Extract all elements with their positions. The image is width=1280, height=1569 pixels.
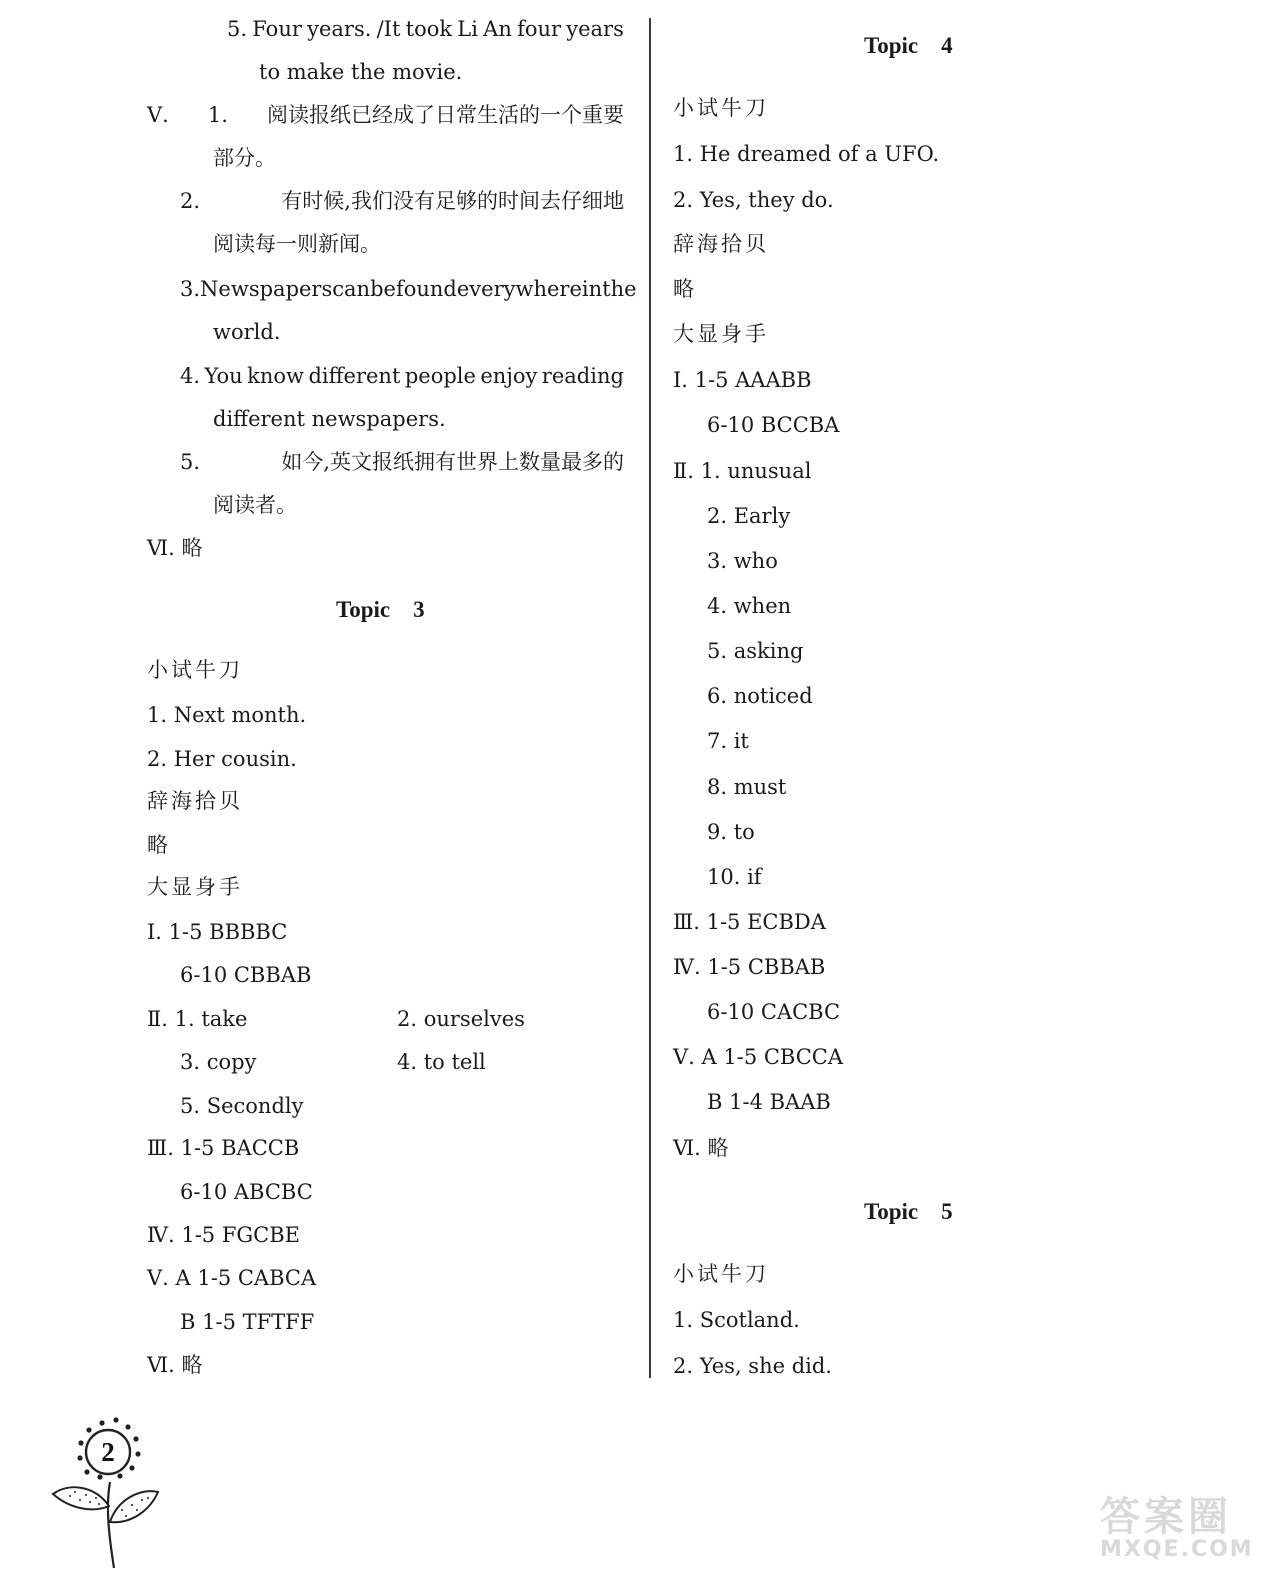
answer-line: Ⅴ. A 1-5 CBCCA xyxy=(673,1045,844,1069)
answer-line: Ⅳ. 1-5 FGCBE xyxy=(147,1223,300,1247)
watermark-logo xyxy=(1100,1495,1270,1565)
section-heading: 辞海拾贝 xyxy=(147,789,243,813)
answer-line: 1. Scotland. xyxy=(673,1308,800,1332)
answer-line: 4. to tell xyxy=(397,1050,486,1074)
section-heading: 大显身手 xyxy=(673,322,769,346)
watermark-url: MXQE.COM xyxy=(1100,1537,1254,1562)
answer-line: 2. ourselves xyxy=(397,1007,525,1031)
answer-line: Ⅲ. 1-5 ECBDA xyxy=(673,910,826,934)
answer-line: 略 xyxy=(147,833,168,857)
answer-line: Ⅰ. 1-5 BBBBC xyxy=(147,920,288,944)
answer-line: to make the movie. xyxy=(259,60,463,84)
answer-line: 2. 有时候,我们没有足够的时间去仔细地 xyxy=(180,189,624,213)
watermark-chinese: 答案圈 xyxy=(1100,1494,1232,1540)
answer-line: B 1-5 TFTFF xyxy=(180,1310,315,1334)
answer-line: 1. He dreamed of a UFO. xyxy=(673,142,940,166)
section-heading: 大显身手 xyxy=(147,875,243,899)
answer-line: 2. Yes, they do. xyxy=(673,188,834,212)
answer-line: 5. Secondly xyxy=(180,1094,304,1118)
answer-line: 略 xyxy=(673,277,694,301)
section-heading: 辞海拾贝 xyxy=(673,232,769,256)
answer-line: 8. must xyxy=(707,775,787,799)
answer-line: 6-10 CBBAB xyxy=(180,963,312,987)
answer-line: 7. it xyxy=(707,729,749,753)
answer-line: 部分。 xyxy=(213,146,276,170)
section-heading: 小试牛刀 xyxy=(673,96,769,120)
answer-line: 6-10 BCCBA xyxy=(707,413,840,437)
answer-line: B 1-4 BAAB xyxy=(707,1090,831,1114)
answer-line: 6-10 CACBC xyxy=(707,1000,841,1024)
page-number-flower xyxy=(50,1410,170,1569)
answer-line: Ⅴ. A 1-5 CABCA xyxy=(147,1266,317,1290)
answer-line: world. xyxy=(213,320,281,344)
topic-heading: Topic 4 xyxy=(864,33,953,58)
answer-line: 5. asking xyxy=(707,639,804,663)
answer-line: Ⅵ. 略 xyxy=(147,536,203,560)
answer-line: Ⅰ. 1-5 AAABB xyxy=(673,368,812,392)
answer-line: Ⅱ. 1. unusual xyxy=(673,459,812,483)
answer-line: 10. if xyxy=(707,865,762,889)
answer-line: Ⅵ. 略 xyxy=(673,1136,729,1160)
answer-line: Ⅱ. 1. take xyxy=(147,1007,248,1031)
answer-line: 4. when xyxy=(707,594,792,618)
answer-line: 2. Early xyxy=(707,504,791,528)
section-heading: 小试牛刀 xyxy=(147,658,243,682)
answer-line: 4. You know different people enjoy reading xyxy=(180,364,624,388)
answer-line: Ⅵ. 略 xyxy=(147,1353,203,1377)
answer-line: 6. noticed xyxy=(707,684,813,708)
answer-line: Ⅴ. 1. 阅读报纸已经成了日常生活的一个重要 xyxy=(147,103,624,127)
answer-line: Ⅲ. 1-5 BACCB xyxy=(147,1136,300,1160)
topic-heading: Topic 5 xyxy=(864,1199,953,1224)
answer-line: 5. Four years. /It took Li An four years xyxy=(227,17,624,41)
answer-line: 3. Newspapers can be found everywhere in the xyxy=(180,277,637,301)
section-heading: 小试牛刀 xyxy=(673,1262,769,1286)
answer-line: 3. who xyxy=(707,549,778,573)
answer-line: 3. copy xyxy=(180,1050,257,1074)
answer-line: 2. Yes, she did. xyxy=(673,1354,832,1378)
answer-line: 1. Next month. xyxy=(147,703,307,727)
answer-line: 5. 如今,英文报纸拥有世界上数量最多的 xyxy=(180,450,624,474)
answer-line: 6-10 ABCBC xyxy=(180,1180,313,1204)
answer-line: Ⅳ. 1-5 CBBAB xyxy=(673,955,826,979)
answer-line: 阅读每一则新闻。 xyxy=(213,232,381,256)
page-number: 2 xyxy=(101,1437,115,1467)
answer-line: different newspapers. xyxy=(213,407,446,431)
answer-line: 9. to xyxy=(707,820,755,844)
topic-heading: Topic 3 xyxy=(336,597,425,622)
column-divider xyxy=(649,18,651,1378)
answer-line: 阅读者。 xyxy=(213,493,297,517)
answer-line: 2. Her cousin. xyxy=(147,747,297,771)
